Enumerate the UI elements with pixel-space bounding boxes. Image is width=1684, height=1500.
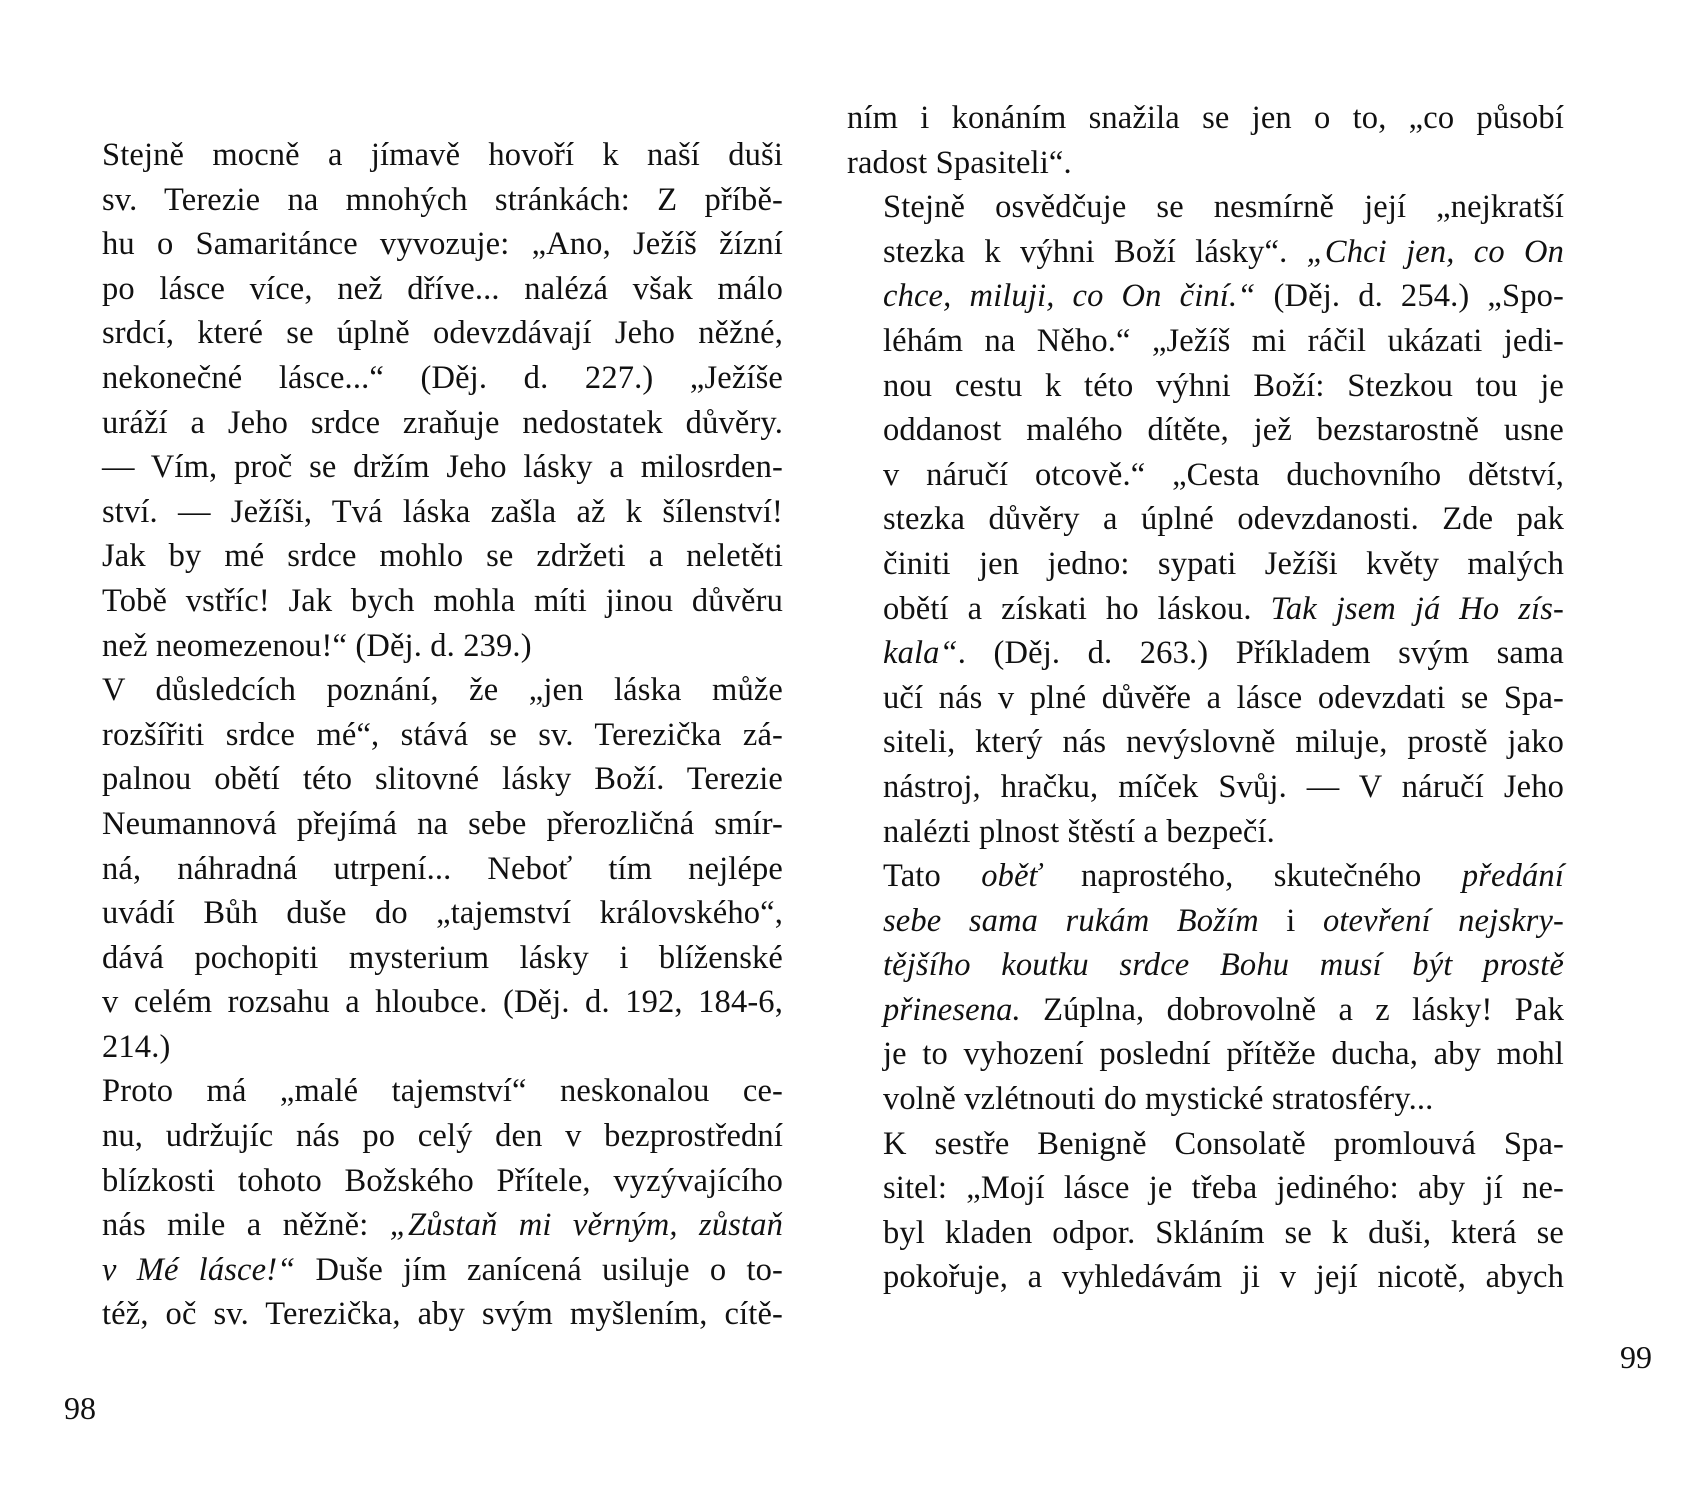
text-line: dává pochopiti mysterium lásky i blíženské bbox=[102, 939, 783, 976]
text-line: je to vyhození poslední přítěže ducha, aby mohl bbox=[883, 1036, 1564, 1073]
text-line: nekonečné lásce...“ (Děj. d. 227.) „Ježíše bbox=[102, 359, 783, 396]
italic-phrase: přinesena. bbox=[883, 991, 1021, 1028]
italic-phrase: předání bbox=[1461, 858, 1564, 895]
text-run: Duše jím zanícená usiluje o to- bbox=[295, 1251, 783, 1288]
text-run: Zúplna, dobrovolně a z lásky! Pak bbox=[1020, 991, 1564, 1028]
text-line-mixed bbox=[847, 899, 1564, 944]
italic-quote: Tak jsem já Ho zís- bbox=[1270, 590, 1564, 627]
text-line: Tobě vstříc! Jak bych mohla míti jinou důvěru bbox=[102, 582, 783, 619]
text-line: siteli, který nás nevýslovně miluje, prostě jako bbox=[883, 724, 1564, 761]
right-paragraph-2 bbox=[847, 185, 1564, 854]
text-line-mixed bbox=[66, 1203, 783, 1248]
right-paragraph-4 bbox=[847, 1122, 1564, 1300]
text-run: obětí a získati ho láskou. bbox=[883, 590, 1271, 627]
text-line: v celém rozsahu a hloubce. (Děj. d. 192, 184-6, bbox=[102, 984, 783, 1021]
text-run: i bbox=[1258, 902, 1323, 939]
text-line: činiti jen jedno: sypati Ježíši květy malých bbox=[883, 545, 1564, 582]
italic-quote: „Zůstaň mi věrným, zůstaň bbox=[389, 1207, 783, 1244]
italic-phrase: tějšího koutku srdce Bohu musí být prostě bbox=[883, 947, 1564, 984]
text-line: srdcí, které se úplně odevzdávají Jeho něžné, bbox=[102, 315, 783, 352]
text-run: (Děj. d. 254.) „Spo- bbox=[1255, 278, 1565, 315]
right-text-column bbox=[847, 96, 1564, 1300]
text-line: Stejně mocně a jímavě hovoří k naší duši bbox=[102, 137, 783, 173]
text-line: palnou obětí této slitovné lásky Boží. Terezie bbox=[102, 761, 783, 798]
text-line: uvádí Bůh duše do „tajemství královského“, bbox=[102, 895, 783, 932]
text-line: Stejně osvědčuje se nesmírně její „nejkratší bbox=[883, 189, 1564, 226]
text-line-mixed bbox=[847, 854, 1564, 899]
text-line-mixed bbox=[847, 631, 1564, 676]
text-line: hu o Samaritánce vyvozuje: „Ano, Ježíš žízní bbox=[102, 226, 783, 263]
left-text-column bbox=[66, 133, 783, 1337]
italic-quote: kala“ bbox=[883, 635, 958, 672]
text-line: byl kladen odpor. Skláním se k duši, která se bbox=[883, 1214, 1564, 1251]
text-line: Proto má „malé tajemství“ neskonalou ce- bbox=[102, 1073, 783, 1110]
text-run: Tato bbox=[883, 858, 982, 895]
left-paragraph-3 bbox=[66, 1069, 783, 1337]
text-line: radost Spasiteli“. bbox=[847, 144, 1072, 181]
right-paragraph-3 bbox=[847, 854, 1564, 1122]
text-line: volně vzlétnouti do mystické stratosféry... bbox=[883, 1081, 1434, 1118]
text-line-mixed bbox=[847, 274, 1564, 319]
text-line-mixed bbox=[847, 587, 1564, 632]
text-line: uráží a Jeho srdce zraňuje nedostatek důvěry. bbox=[102, 404, 783, 441]
left-paragraph-2 bbox=[66, 668, 783, 1069]
text-line: — Vím, proč se držím Jeho lásky a milosrden- bbox=[102, 449, 783, 486]
italic-phrase: sebe sama rukám Božím bbox=[883, 902, 1259, 939]
text-line: též, oč sv. Terezička, aby svým myšlením, cítě- bbox=[102, 1296, 783, 1333]
italic-quote: „Chci jen, co On bbox=[1306, 233, 1564, 270]
text-line: blízkosti tohoto Božského Přítele, vyzývajícího bbox=[102, 1162, 783, 1199]
text-line: pokořuje, a vyhledávám ji v její nicotě, abych bbox=[883, 1259, 1564, 1296]
text-line: ná, náhradná utrpení... Neboť tím nejlépe bbox=[102, 850, 783, 887]
text-line: K sestře Benigně Consolatě promlouvá Spa- bbox=[883, 1125, 1564, 1162]
text-line: nástroj, hračku, míček Svůj. — V náručí Jeho bbox=[883, 768, 1564, 805]
text-line: nalézti plnost štěstí a bezpečí. bbox=[883, 813, 1275, 850]
text-line: nu, udržujíc nás po celý den v bezprostřední bbox=[102, 1118, 783, 1155]
text-line: ním i konáním snažila se jen o to, „co působí bbox=[847, 100, 1564, 136]
text-line: po lásce více, než dříve... nalézá však málo bbox=[102, 270, 783, 307]
text-line: oddanost malého dítěte, jež bezstarostně usne bbox=[883, 412, 1564, 449]
left-paragraph-1 bbox=[66, 133, 783, 668]
text-line: nou cestu k této výhni Boží: Stezkou tou je bbox=[883, 367, 1564, 404]
italic-phrase: otevření nejskry- bbox=[1322, 902, 1565, 939]
text-line: stezka důvěry a úplné odevzdanosti. Zde pak bbox=[883, 501, 1564, 538]
text-line-mixed bbox=[847, 943, 1564, 988]
page-number: 98 bbox=[64, 1390, 96, 1426]
text-line: rozšířiti srdce mé“, stává se sv. Terezička zá- bbox=[102, 716, 783, 753]
text-line: 214.) bbox=[102, 1028, 171, 1065]
italic-quote: v Mé lásce!“ bbox=[102, 1251, 296, 1288]
page-number: 99 bbox=[1620, 1339, 1652, 1375]
text-line: ství. — Ježíši, Tvá láska zašla až k šílenství! bbox=[102, 493, 783, 530]
text-run: naprostého, skutečného bbox=[1040, 858, 1462, 895]
right-page bbox=[842, 0, 1684, 1500]
text-line: léhám na Něho.“ „Ježíš mi ráčil ukázati jedi- bbox=[883, 322, 1564, 359]
text-line: v náručí otcově.“ „Cesta duchovního dětství, bbox=[883, 456, 1564, 493]
text-line: Jak by mé srdce mohlo se zdržeti a neletěti bbox=[102, 538, 783, 575]
text-line-mixed bbox=[847, 988, 1564, 1033]
text-line: sv. Terezie na mnohých stránkách: Z příbě- bbox=[102, 181, 783, 218]
text-line: než neomezenou!“ (Děj. d. 239.) bbox=[102, 627, 532, 664]
right-paragraph-1 bbox=[847, 96, 1564, 185]
text-line: V důsledcích poznání, že „jen láska může bbox=[102, 672, 783, 709]
text-run: . (Děj. d. 263.) Příkladem svým sama bbox=[957, 635, 1564, 672]
text-run: stezka k výhni Boží lásky“. bbox=[883, 233, 1307, 270]
text-line: sitel: „Mojí lásce je třeba jediného: aby jí ne- bbox=[883, 1170, 1564, 1207]
text-line: učí nás v plné důvěře a lásce odevzdati se Spa- bbox=[883, 679, 1564, 716]
text-line-mixed bbox=[847, 230, 1564, 275]
text-run: nás mile a něžně: bbox=[102, 1207, 390, 1244]
italic-phrase: oběť bbox=[981, 858, 1041, 895]
italic-quote: chce, miluji, co On činí.“ bbox=[883, 278, 1256, 315]
text-line: Neumannová přejímá na sebe přerozličná smír- bbox=[102, 805, 783, 842]
text-line-mixed bbox=[66, 1248, 783, 1293]
